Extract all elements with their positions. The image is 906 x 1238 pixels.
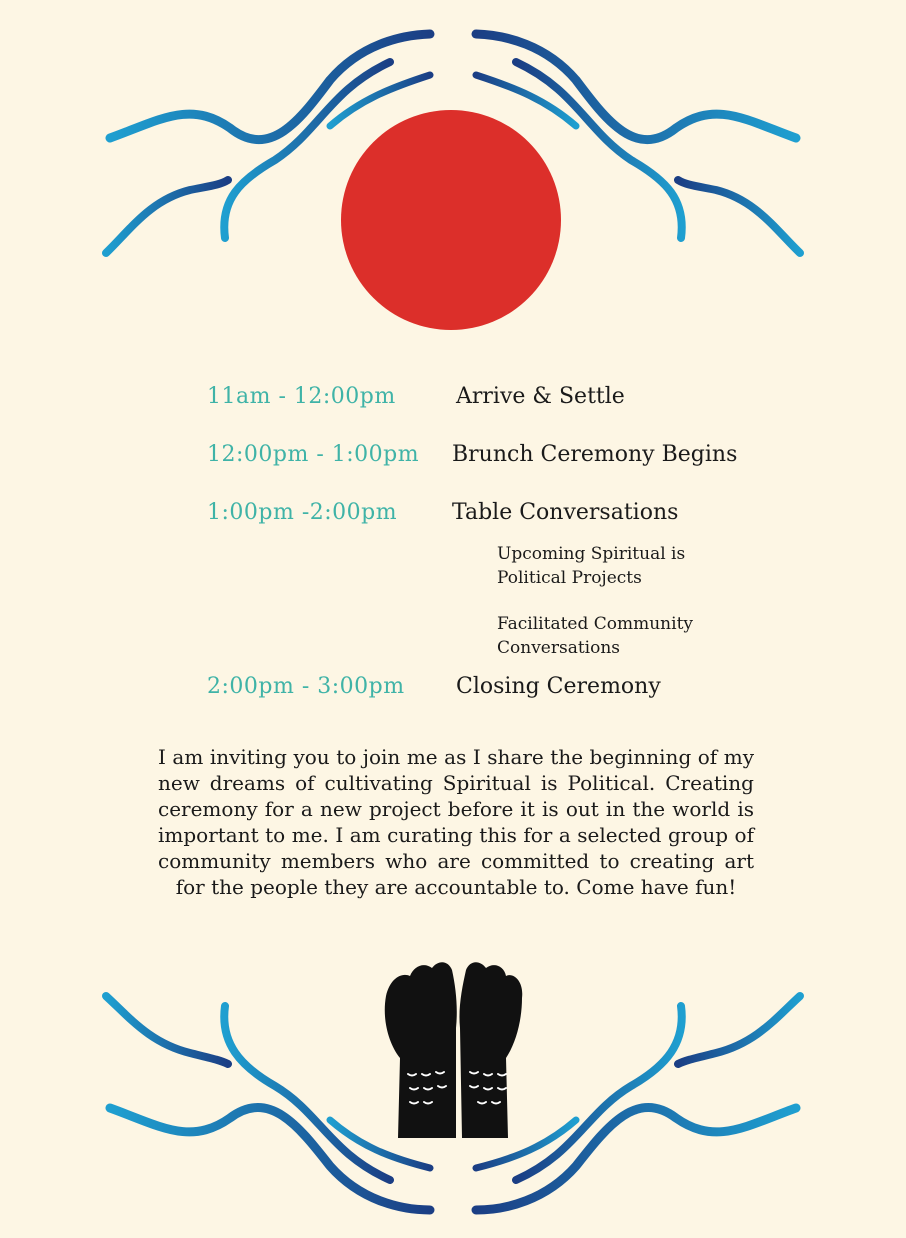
raised-hands-icon [385,962,522,1138]
schedule-activity-4: Closing Ceremony [456,674,661,699]
schedule-time-4: 2:00pm - 3:00pm [207,674,405,699]
schedule-activity-1: Arrive & Settle [456,384,625,409]
schedule-time-2: 12:00pm - 1:00pm [207,442,420,467]
schedule-activity-3: Table Conversations [452,500,679,525]
schedule-time-3: 1:00pm -2:00pm [207,500,398,525]
schedule-sub-item-2: Facilitated Community Conversations [497,614,694,658]
schedule-sub-item-1: Upcoming Spiritual is Political Projects [497,544,686,588]
top-decoration [0,0,906,340]
invitation-text: I am inviting you to join me as I share the beginning of my new dreams of cultivating Spiritual is Political. Creating ceremony for a new project before it is out in the world is important to me. I am curating this for a selected group of community members who are committed to creating art for the people they are accountable to. Come have fun! [158,745,754,899]
schedule-activity-2: Brunch Ceremony Begins [452,442,738,467]
red-sun-icon [341,110,561,330]
schedule-time-1: 11am - 12:00pm [207,384,396,409]
bottom-decoration [0,948,906,1238]
